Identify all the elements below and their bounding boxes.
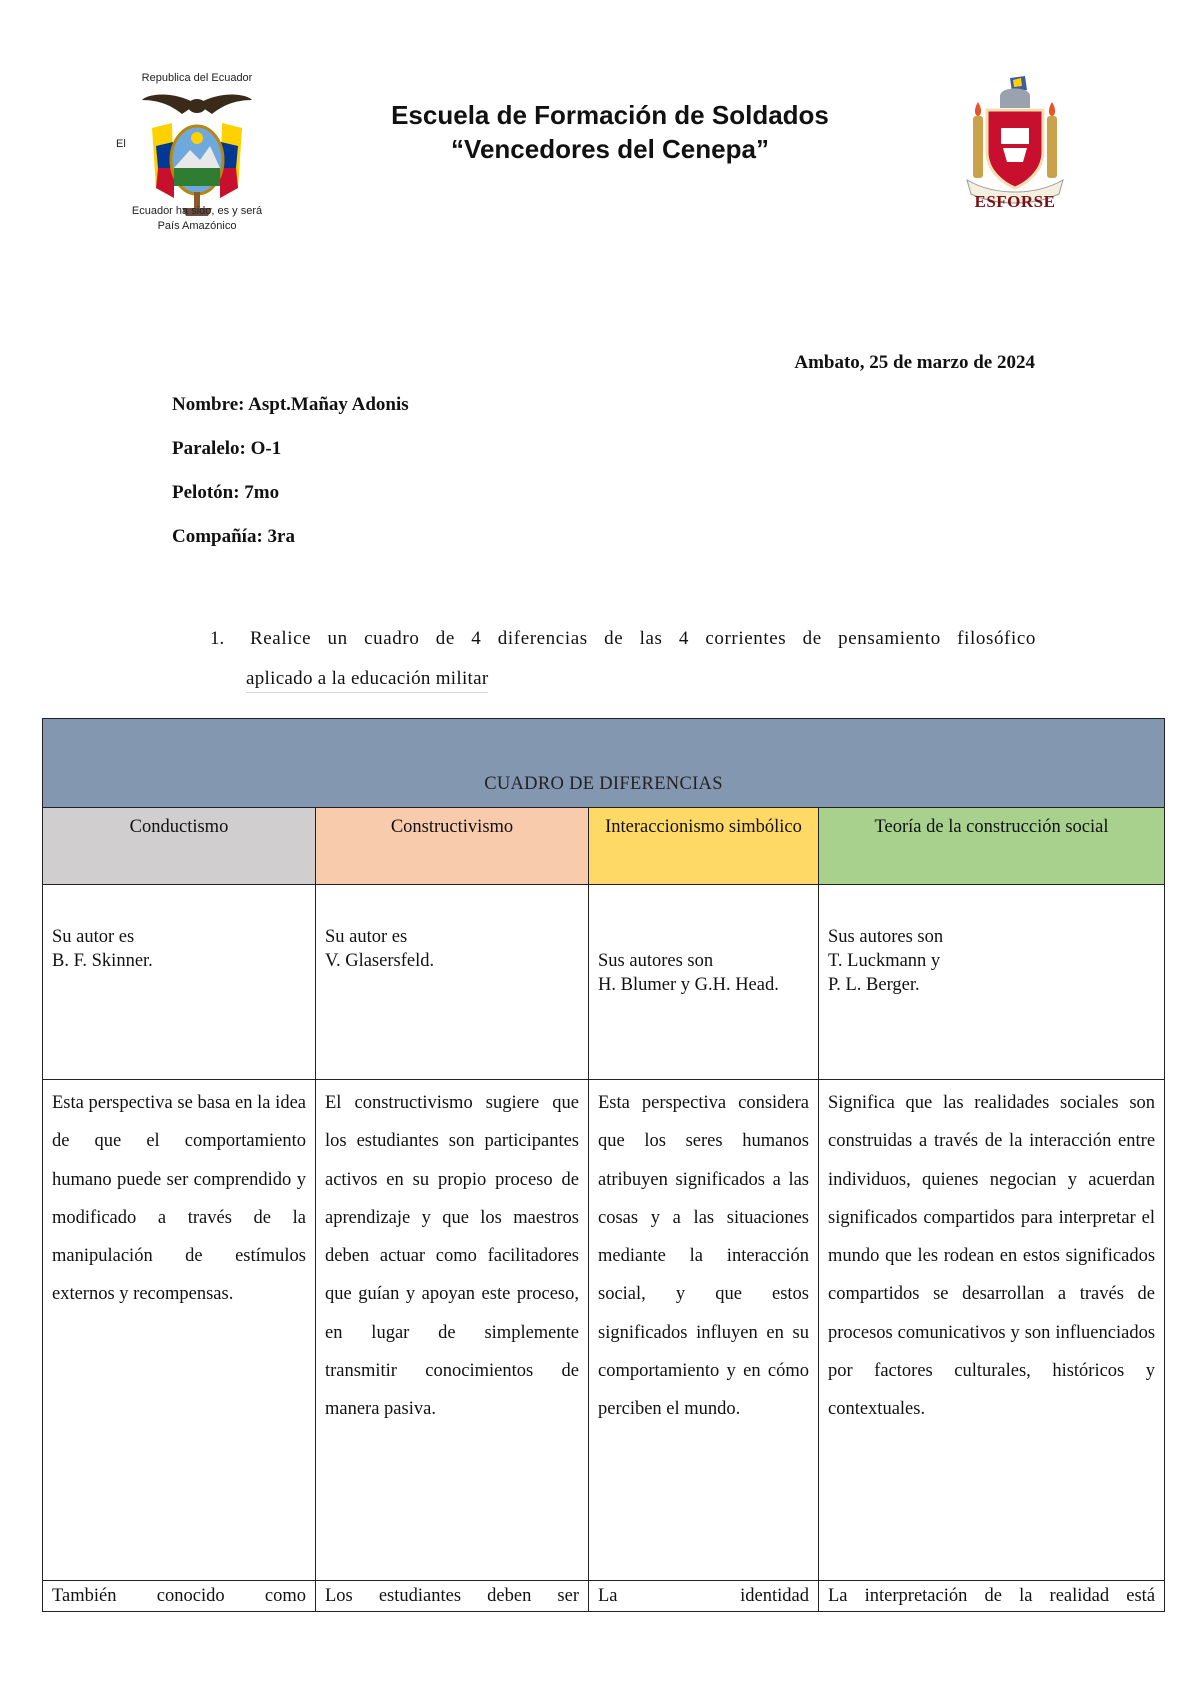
differences-table — [42, 718, 1165, 1612]
title-line2: “Vencedores del Cenepa” — [451, 134, 769, 164]
crest-motto-line1: Ecuador ha sido, es y será — [131, 205, 263, 217]
column-header-construccion-social: Teoría de la construcción social — [819, 808, 1165, 885]
column-header-conductismo: Conductismo — [43, 808, 316, 885]
author-cell-line1: Sus autores son H. Blumer y G.H. Head. — [598, 951, 779, 995]
description-cell: Significa que las realidades sociales son construidas a través de la interacción entre individuos, quienes negocian y acuerdan significados compartidos para interpretar el mundo que les rodean en estos significados compartidos se desarrollan a través de procesos comunicativos y son influenciados por factores culturales, históricos y contextuales. — [819, 1080, 1165, 1581]
next-row-cell: La interpretación de la realidad está — [819, 1581, 1165, 1612]
author-cell: Sus autores son T. Luckmann y P. L. Berger. — [819, 885, 1165, 1080]
crest-motto — [112, 204, 282, 234]
esforse-emblem-icon — [955, 72, 1075, 212]
document-date: Ambato, 25 de marzo de 2024 — [794, 352, 1035, 373]
description-cell: Esta perspectiva considera que los seres humanos atribuyen significados a las cosas y a las situaciones mediante la interacción social, y que estos significados influyen en su comportamiento y en cómo perciben el mundo. — [589, 1080, 819, 1581]
instruction-line1: Realice un cuadro de 4 diferencias de las 4 corrientes de pensamiento filosófico — [250, 628, 1036, 649]
column-header-constructivismo: Constructivismo — [316, 808, 589, 885]
author-cell: Su autor es B. F. Skinner. — [43, 885, 316, 1080]
instruction-line2: aplicado a la educación militar — [246, 668, 488, 693]
table-row — [43, 1581, 1165, 1612]
table-title: CUADRO DE DIFERENCIAS — [43, 719, 1165, 808]
table-row — [43, 885, 1165, 1080]
next-row-cell: También conocido como — [43, 1581, 316, 1612]
crest-side-text: El — [116, 138, 126, 150]
student-name: Nombre: Aspt.Mañay Adonis — [172, 394, 409, 415]
student-peloton: Pelotón: 7mo — [172, 482, 280, 503]
student-compania: Compañía: 3ra — [172, 526, 295, 547]
author-cell — [589, 885, 819, 1080]
table-header-row — [43, 808, 1165, 885]
author-cell: Su autor es V. Glasersfeld. — [316, 885, 589, 1080]
crest-top-text: Republica del Ecuador — [141, 72, 253, 84]
table-title-row — [43, 719, 1165, 808]
next-row-cell: Los estudiantes deben ser — [316, 1581, 589, 1612]
description-cell: Esta perspectiva se basa en la idea de que el comportamiento humano puede ser comprendido y modificado a través de la manipulación de estímulos externos y recompensas. — [43, 1080, 316, 1581]
page-title — [300, 98, 920, 166]
crest-motto-line2: País Amazónico — [157, 220, 237, 232]
instruction-number: 1. — [210, 628, 225, 649]
description-cell: El constructivismo sugiere que los estudiantes son participantes activos en su propio proceso de aprendizaje y que los maestros deben actuar como facilitadores que guían y apoyan este proceso, en lugar de simplemente transmitir conocimientos de manera pasiva. — [316, 1080, 589, 1581]
title-line1: Escuela de Formación de Soldados — [391, 100, 829, 130]
table-row — [43, 1080, 1165, 1581]
student-paralelo: Paralelo: O-1 — [172, 438, 282, 459]
esforse-label: ESFORSE — [974, 192, 1056, 211]
next-row-cell: La identidad — [589, 1581, 819, 1612]
column-header-interaccionismo: Interaccionismo simbólico — [589, 808, 819, 885]
